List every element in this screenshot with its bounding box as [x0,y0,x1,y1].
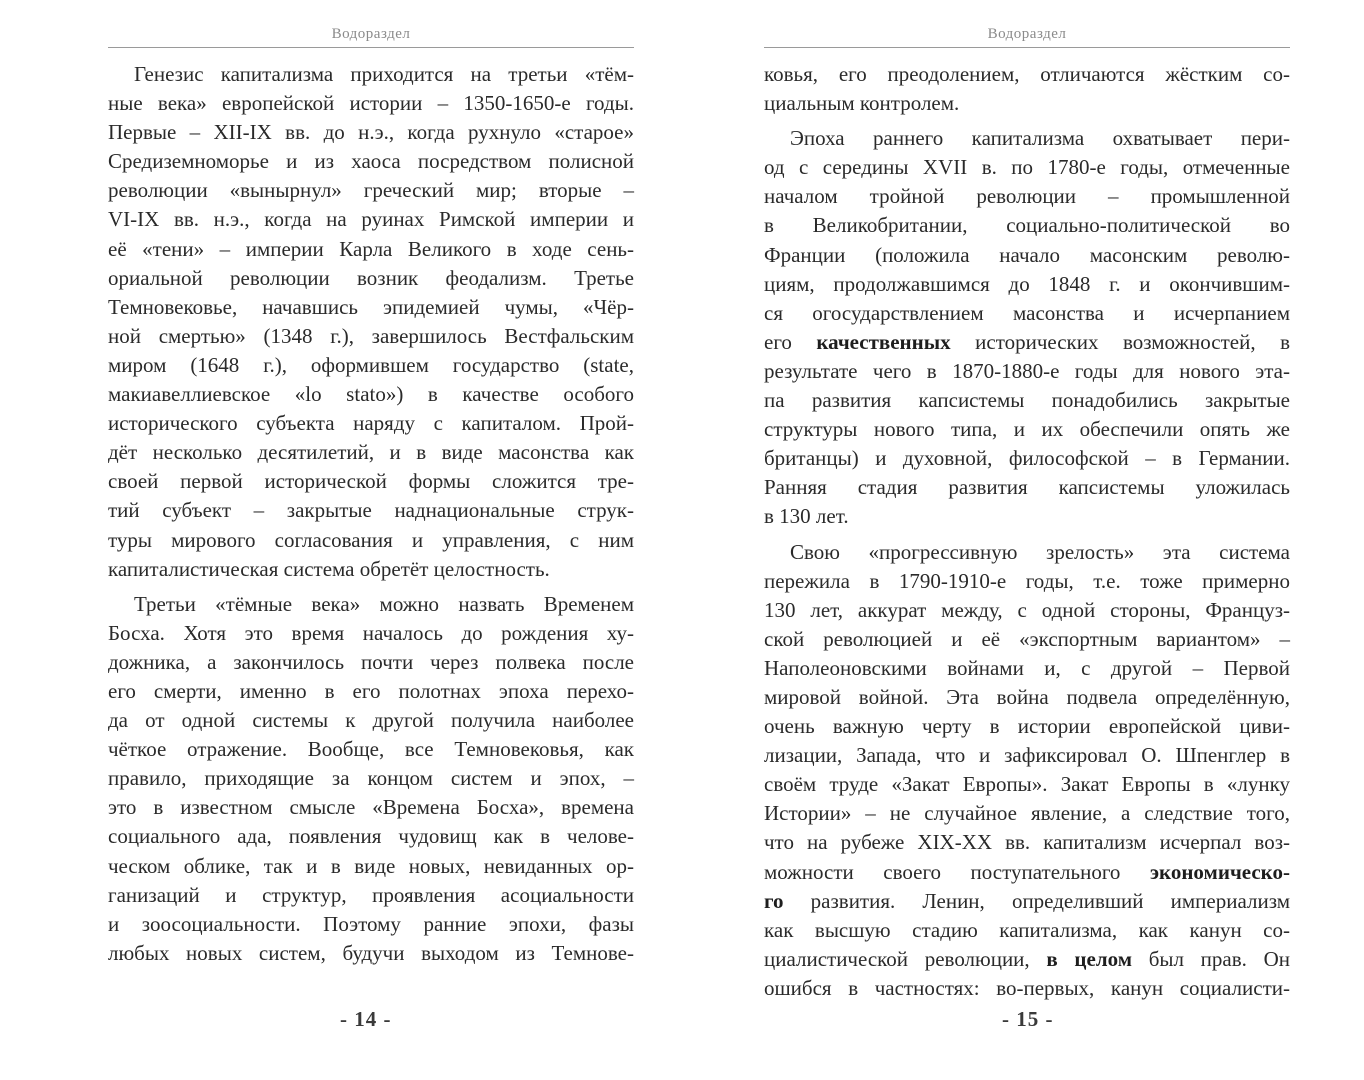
text-line: мировой войной. Эта война подвела определённую, [764,684,1290,709]
text-line: началом тройной революции – промышленной [764,184,1290,209]
text-line: можности своего поступательного экономическо- [764,859,1290,884]
text-line: что на рубеже XIX-XX вв. капитализм исчерпал воз- [764,830,1290,855]
text-line: 130 лет, аккурат между, с одной стороны, Француз- [764,597,1290,622]
text-line: ной смертью» (1348 г.), завершилось Вестфальским [108,323,634,348]
text-line: ковья, его преодолением, отличаются жёстким со- [764,62,1290,86]
text-line: дёт несколько десятилетий, и в виде масонства как [108,440,634,465]
text-line: в 130 лет. [764,504,849,529]
text-line: ческом облике, так и в виде новых, невиданных ор- [108,853,634,878]
text-line: циалистической революции, в целом был прав. Он [764,946,1290,971]
running-head: Водораздел [331,26,411,42]
text-line: ориальной революции возник феодализм. Третье [108,265,634,290]
text-line: результате чего в 1870-1880-е годы для нового эта- [764,358,1290,383]
body-text [764,60,1290,1009]
text-line: тий субъект – закрытые наднациональные струк- [108,498,634,523]
paragraph [764,538,1290,1004]
text-line: Третьи «тёмные века» можно назвать Временем [134,591,634,616]
header-rule [764,47,1290,48]
text-line: британцы) и духовной, философской – в Германии. [764,446,1290,471]
text-line: Первые – XII-IX вв. до н.э., когда рухнуло «старое» [108,120,634,145]
page-number: - 14 - [340,1007,392,1031]
text-line: любых новых систем, будучи выходом из Темнове- [108,940,634,965]
running-head: Водораздел [987,26,1067,42]
text-line: макиавеллиевское «lo stato») в качестве особого [108,382,634,407]
text-line: туры мирового согласования и управления, с ним [108,527,634,552]
text-line: го развития. Ленин, определивший империализм [764,888,1290,913]
paragraph [108,60,634,584]
paragraph [108,590,634,968]
text-line: это в известном смысле «Времена Босха», времена [108,795,634,820]
text-line: дожника, а закончилось почти через полвека после [108,649,634,674]
text-line: VI-IX вв. н.э., когда на руинах Римской империи и [108,207,634,232]
text-line: пережила в 1790-1910-е годы, т.е. тоже примерно [764,568,1290,593]
text-line: в Великобритании, социально-политической во [764,213,1290,238]
text-line: Эпоха раннего капитализма охватывает пери- [790,126,1290,151]
text-line: своей первой исторической формы сложится тре- [108,469,634,494]
text-line: Наполеоновскими войнами и, с другой – Первой [764,655,1290,680]
text-line: его смерти, именно в его полотнах эпоха перехо- [108,678,634,703]
text-line: ганизаций и структур, проявления асоциальности [108,882,634,907]
text-line: Ранняя стадия развития капсистемы уложилась [764,475,1290,500]
text-line: ошибся в частностях: во-первых, канун социалисти- [764,975,1290,1000]
text-line: ные века» европейской истории – 1350-1650-е годы. [108,91,634,116]
text-line: лизации, Запада, что и зафиксировал О. Шпенглер в [764,743,1290,768]
text-line: Босха. Хотя это время началось до рождения ху- [108,620,634,645]
text-line: да от одной системы к другой получила наиболее [108,708,634,733]
text-line: Франции (положила начало масонским револю- [764,242,1290,267]
text-line: Истории» – не случайное явление, а следствие того, [764,801,1290,826]
header-rule [108,47,634,48]
text-line: Генезис капитализма приходится на третьи «тём- [134,62,634,86]
text-line: Темновековье, начавшись эпидемией чумы, «Чёр- [108,294,634,319]
text-line: циям, продолжавшимся до 1848 г. и окончившим- [764,271,1290,296]
right-page [682,0,1364,1080]
text-line: па развития капсистемы понадобились закрытые [764,388,1290,413]
text-line: Свою «прогрессивную зрелость» эта система [790,539,1290,564]
text-line: как высшую стадию капитализма, как канун со- [764,917,1290,942]
text-line: Средиземноморье и из хаоса посредством полисной [108,149,634,174]
text-line: миром (1648 г.), оформившем государство (state, [108,352,634,377]
page-number: - 15 - [1002,1007,1054,1031]
text-line: ской революцией и её «экспортным вариантом» – [764,626,1290,651]
text-line: революции «вынырнул» греческий мир; вторые – [108,178,634,203]
text-line: исторического субъекта наряду с капиталом. Прой- [108,411,634,436]
text-line: её «тени» – империи Карла Великого в ходе сень- [108,236,634,261]
paragraph [764,124,1290,531]
text-line: своём труде «Закат Европы». Закат Европы в «лунку [764,772,1290,797]
text-line: и зоосоциальности. Поэтому ранние эпохи, фазы [108,911,634,936]
text-line: чёткое отражение. Вообще, все Темновековья, как [108,737,634,762]
body-text [108,60,634,974]
text-line: правило, приходящие за концом систем и эпох, – [108,766,634,791]
text-line: ся огосударствлением масонства и исчерпанием [764,300,1290,325]
text-line: циальным контролем. [764,91,960,116]
text-line: очень важную черту в истории европейской циви- [764,714,1290,739]
text-line: его качественных исторических возможностей, в [764,329,1290,354]
text-line: социального ада, появления чудовищ как в челове- [108,824,634,849]
text-line: капиталистическая система обретёт целостность. [108,556,550,581]
paragraph [764,60,1290,118]
text-line: од с середины XVII в. по 1780-е годы, отмеченные [764,155,1290,180]
text-line: структуры нового типа, и их обеспечили опять же [764,417,1290,442]
